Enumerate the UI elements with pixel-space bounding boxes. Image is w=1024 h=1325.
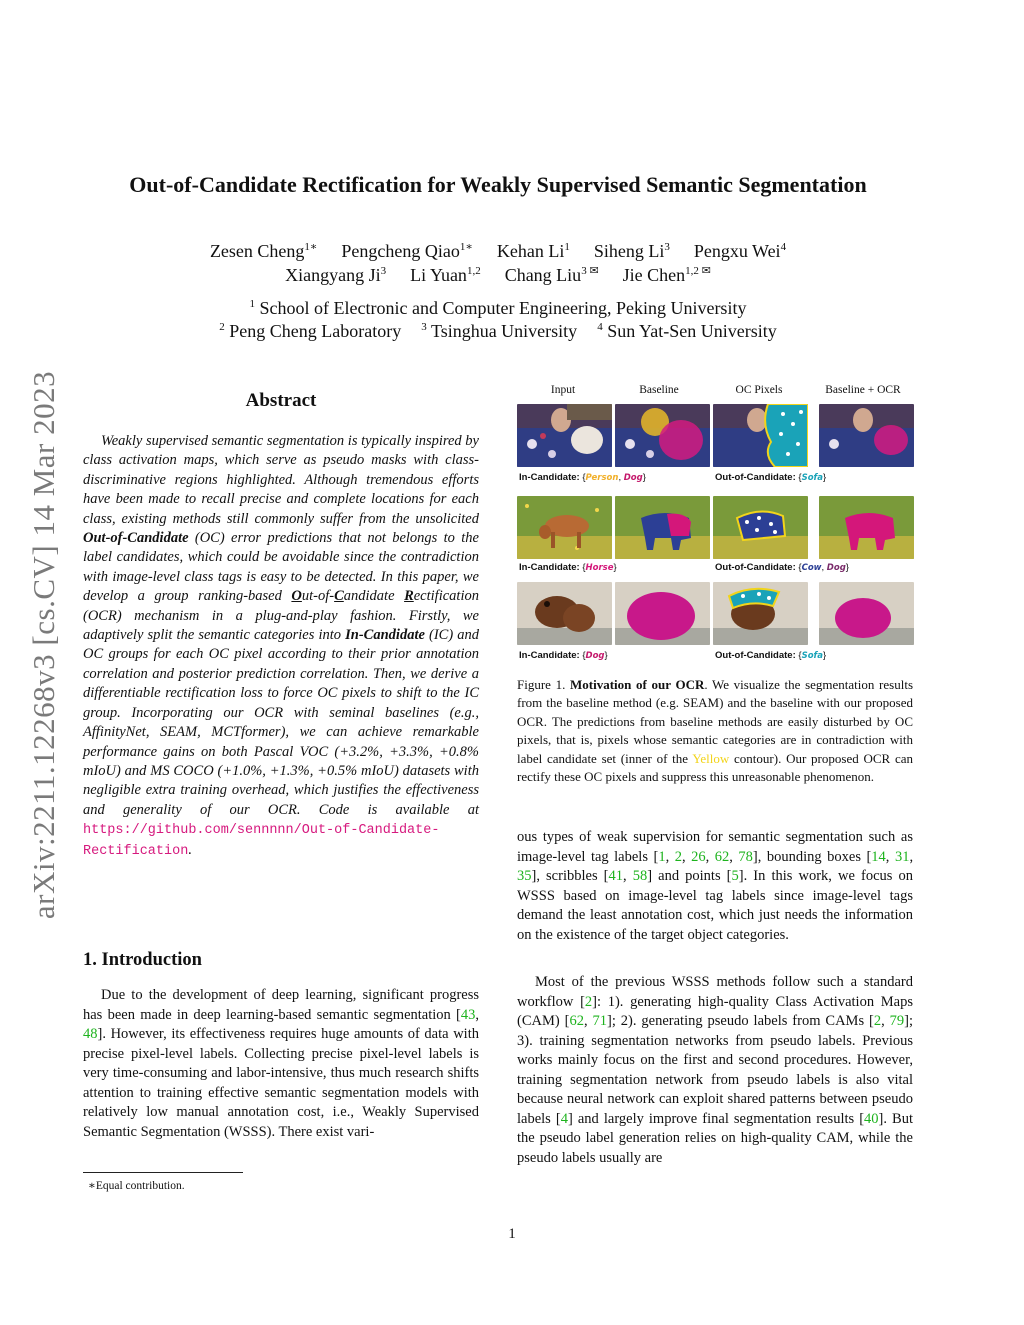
citation-link[interactable]: 48 [83, 1026, 98, 1042]
intro-paragraph: Due to the development of deep learning, significant progress has been made in deep learning-based semantic segmentation [43, 48]. However, its effectiveness requires huge amounts of data with precise pixel-level labels. Collecting precise pixel-level labels is very time-consuming and labor-intensive, thus much research shifts attention to training effective semantic segmentation models with relatively low manual annotation cost, i.e., Weakly Supervised Semantic Segmentation (WSSS). There exist vari- [83, 987, 479, 1140]
citation-link[interactable]: 62 [714, 848, 730, 865]
figure-header-baseline-ocr: Baseline + OCR [825, 384, 901, 396]
abstract-body: Weakly supervised semantic segmentation is typically inspired by class activation maps, which serve as pseudo masks with class-discriminative regions highlighted. Although tremendous efforts have been made to recall precise and complete locations for each class, existing methods still commonly suffer from the unsolicited Out-of-Candidate (OC) error predictions that not belongs to the label candidates, which could be avoidable since the contradiction with image-level class tags is easy to be detected. In this paper, we develop a group ranking-based Out-of-Candidate Rectification (OCR) mechanism in a plug-and-play fashion. Firstly, we adaptively split the semantic categories into In-Candidate (IC) and OC groups for each OC pixel according to their prior annotation correlation and posterior prediction correlation. Then, we derive a differentiable rectification loss to force OC pixels to shift to the IC group. Incorporating our OCR with seminal baselines (e.g., AffinityNet, SEAM, MCTformer), we can achieve remarkable performance gains on both Pascal VOC (+3.2%, +3.3%, +0.8% mIoU) and MS COCO (+1.0%, +1.3%, +0.5% mIoU) datasets with negligible extra training overhead, which justifies the effectiveness and generality of our OCR. Code is available at https://github.com/sennnnn/Out-of-Candidate-Rectification. [83, 433, 479, 859]
thumb-r1-oc-pixels [713, 404, 808, 467]
citation-link[interactable]: 2 [584, 993, 593, 1010]
right-paragraph-1: ous types of weak supervision for semantic segmentation such as image-level tag labels [1, 2, 26, 62, 78], bounding boxes [14, 31, 35], scribbles [41, 58] and points [5]. In this work, we focus on WSSS based on image-level tag labels since image-level tags demand the least annotation cost, which just needs the information on the existence of the target object categories. [517, 829, 914, 943]
citation-link[interactable]: 26 [691, 848, 706, 865]
thumb-r1-baseline-ocr [819, 404, 914, 467]
author-name: Kehan Li$^1$ [496, 241, 570, 261]
author-name: Pengcheng Qiao$^{1∗}$ [341, 241, 473, 261]
citation-link[interactable]: 2 [674, 848, 682, 865]
citation-link[interactable]: 4 [560, 1110, 568, 1127]
thumb-r1-baseline [615, 404, 710, 467]
arxiv-identifier: arXiv:2211.12268v3 [cs.CV] 14 Mar 2023 [26, 370, 61, 920]
citation-link[interactable]: 1 [658, 848, 666, 865]
thumb-r3-baseline [615, 582, 710, 645]
citation-link[interactable]: 41 [608, 868, 623, 884]
thumb-r3-baseline-ocr [819, 582, 914, 645]
yellow-word: Yellow [692, 750, 730, 766]
thumb-r1-input [517, 404, 612, 467]
figure-header-oc-pixels: OC Pixels [735, 384, 783, 396]
citation-link[interactable]: 62 [569, 1013, 584, 1029]
r1-in-candidate-label: In-Candidate: {Person, Dog} [519, 472, 646, 483]
citation-link[interactable]: 40 [864, 1110, 879, 1127]
footnote-divider [83, 1172, 243, 1173]
citation-link[interactable]: 14 [871, 848, 886, 865]
affiliation: $^2$ Peng Cheng Laboratory [219, 321, 402, 341]
thumb-r2-baseline [615, 496, 710, 559]
thumb-r3-input [517, 582, 612, 645]
affiliations-line-1 [100, 298, 896, 319]
r3-out-of-candidate-label: Out-of-Candidate: {Sofa} [715, 650, 827, 661]
thumb-r2-baseline-ocr [819, 496, 914, 559]
citation-link[interactable]: 31 [894, 848, 910, 865]
authors-line-1 [100, 240, 896, 262]
citation-link[interactable]: 79 [889, 1013, 905, 1029]
author-name: Xiangyang Ji$^3$ [285, 265, 387, 285]
author-name: Chang Liu$^{3 ✉}$ [504, 265, 599, 285]
emph-out-of-candidate: Out-of-Candidate [83, 530, 189, 547]
figure-header-baseline: Baseline [639, 384, 679, 396]
r3-in-candidate-label: In-Candidate: {Dog} [519, 650, 608, 661]
author-name: Zesen Cheng$^{1∗}$ [209, 241, 318, 261]
authors-line-2 [100, 264, 896, 286]
intro-heading: 1. Introduction [83, 950, 202, 970]
author-name: Pengxu Wei$^4$ [693, 241, 787, 261]
citation-link[interactable]: 58 [632, 868, 648, 884]
paper-title: Out-of-Candidate Rectification for Weakly Supervised Semantic Segmentation [129, 172, 867, 197]
thumb-r3-oc-pixels [713, 582, 808, 645]
author-name: Li Yuan$^{1,2}$ [410, 265, 481, 285]
citation-link[interactable]: 5 [731, 868, 739, 884]
r1-out-of-candidate-label: Out-of-Candidate: {Sofa} [715, 472, 827, 483]
affiliation: $^3$ Tsinghua University [421, 321, 578, 341]
figure-header-input: Input [550, 384, 576, 396]
citation-link[interactable]: 78 [738, 848, 753, 865]
citation-link[interactable]: 2 [873, 1013, 882, 1029]
figure-1 [515, 384, 915, 666]
right-paragraph-2: Most of the previous WSSS methods follow such a standard workflow [2]: 1). generating high-quality Class Activation Maps (CAM) [62, 71]; 2). generating pseudo labels from CAMs [2, 79]; 3). training segmentation networks from pseudo labels. Previous works mainly focus on the first and second procedures. However, training segmentation network from pseudo labels is also vital because neural network can exploit shared patterns between pseudo labels [4] and largely improve final segmentation results [40]. But the pseudo label generation relies on high-quality CAM, while the pseudo labels usually are [517, 974, 914, 1166]
affiliations-line-2 [100, 321, 896, 342]
affiliation: $^1$ School of Electronic and Computer Engineering, Peking University [249, 298, 747, 318]
code-link[interactable]: https://github.com/sennnnn/Out-of-Candidate-Rectification [83, 823, 440, 859]
citation-link[interactable]: 43 [460, 1006, 476, 1023]
page-number: 1 [508, 1226, 516, 1242]
author-name: Jie Chen$^{1,2 ✉}$ [622, 265, 711, 285]
r2-in-candidate-label: In-Candidate: {Horse} [519, 562, 617, 573]
citation-link[interactable]: 71 [592, 1013, 608, 1029]
author-name: Siheng Li$^3$ [593, 241, 670, 261]
thumb-r2-oc-pixels [713, 496, 808, 559]
figure-1-caption: Figure 1. Motivation of our OCR. We visualize the segmentation results from the baseline method (e.g. SEAM) and the baseline with our proposed OCR. The predictions from baseline methods are easily disturbed by OC pixels, that is, pixels whose semantic categories are in contradiction with label candidate set (inner of the Yellow contour). Our proposed OCR can rectify these OC pixels and suppress this unreasonable phenomenon. [517, 677, 913, 785]
abstract-heading: Abstract [245, 390, 317, 411]
footnote-equal-contribution: ∗Equal contribution. [88, 1180, 185, 1192]
emph-in-candidate: In-Candidate [345, 627, 425, 644]
thumb-r2-input [517, 496, 612, 559]
citation-link[interactable]: 35 [517, 868, 532, 884]
r2-out-of-candidate-label: Out-of-Candidate: {Cow, Dog} [715, 562, 849, 573]
affiliation: $^4$ Sun Yat-Sen University [597, 321, 777, 341]
